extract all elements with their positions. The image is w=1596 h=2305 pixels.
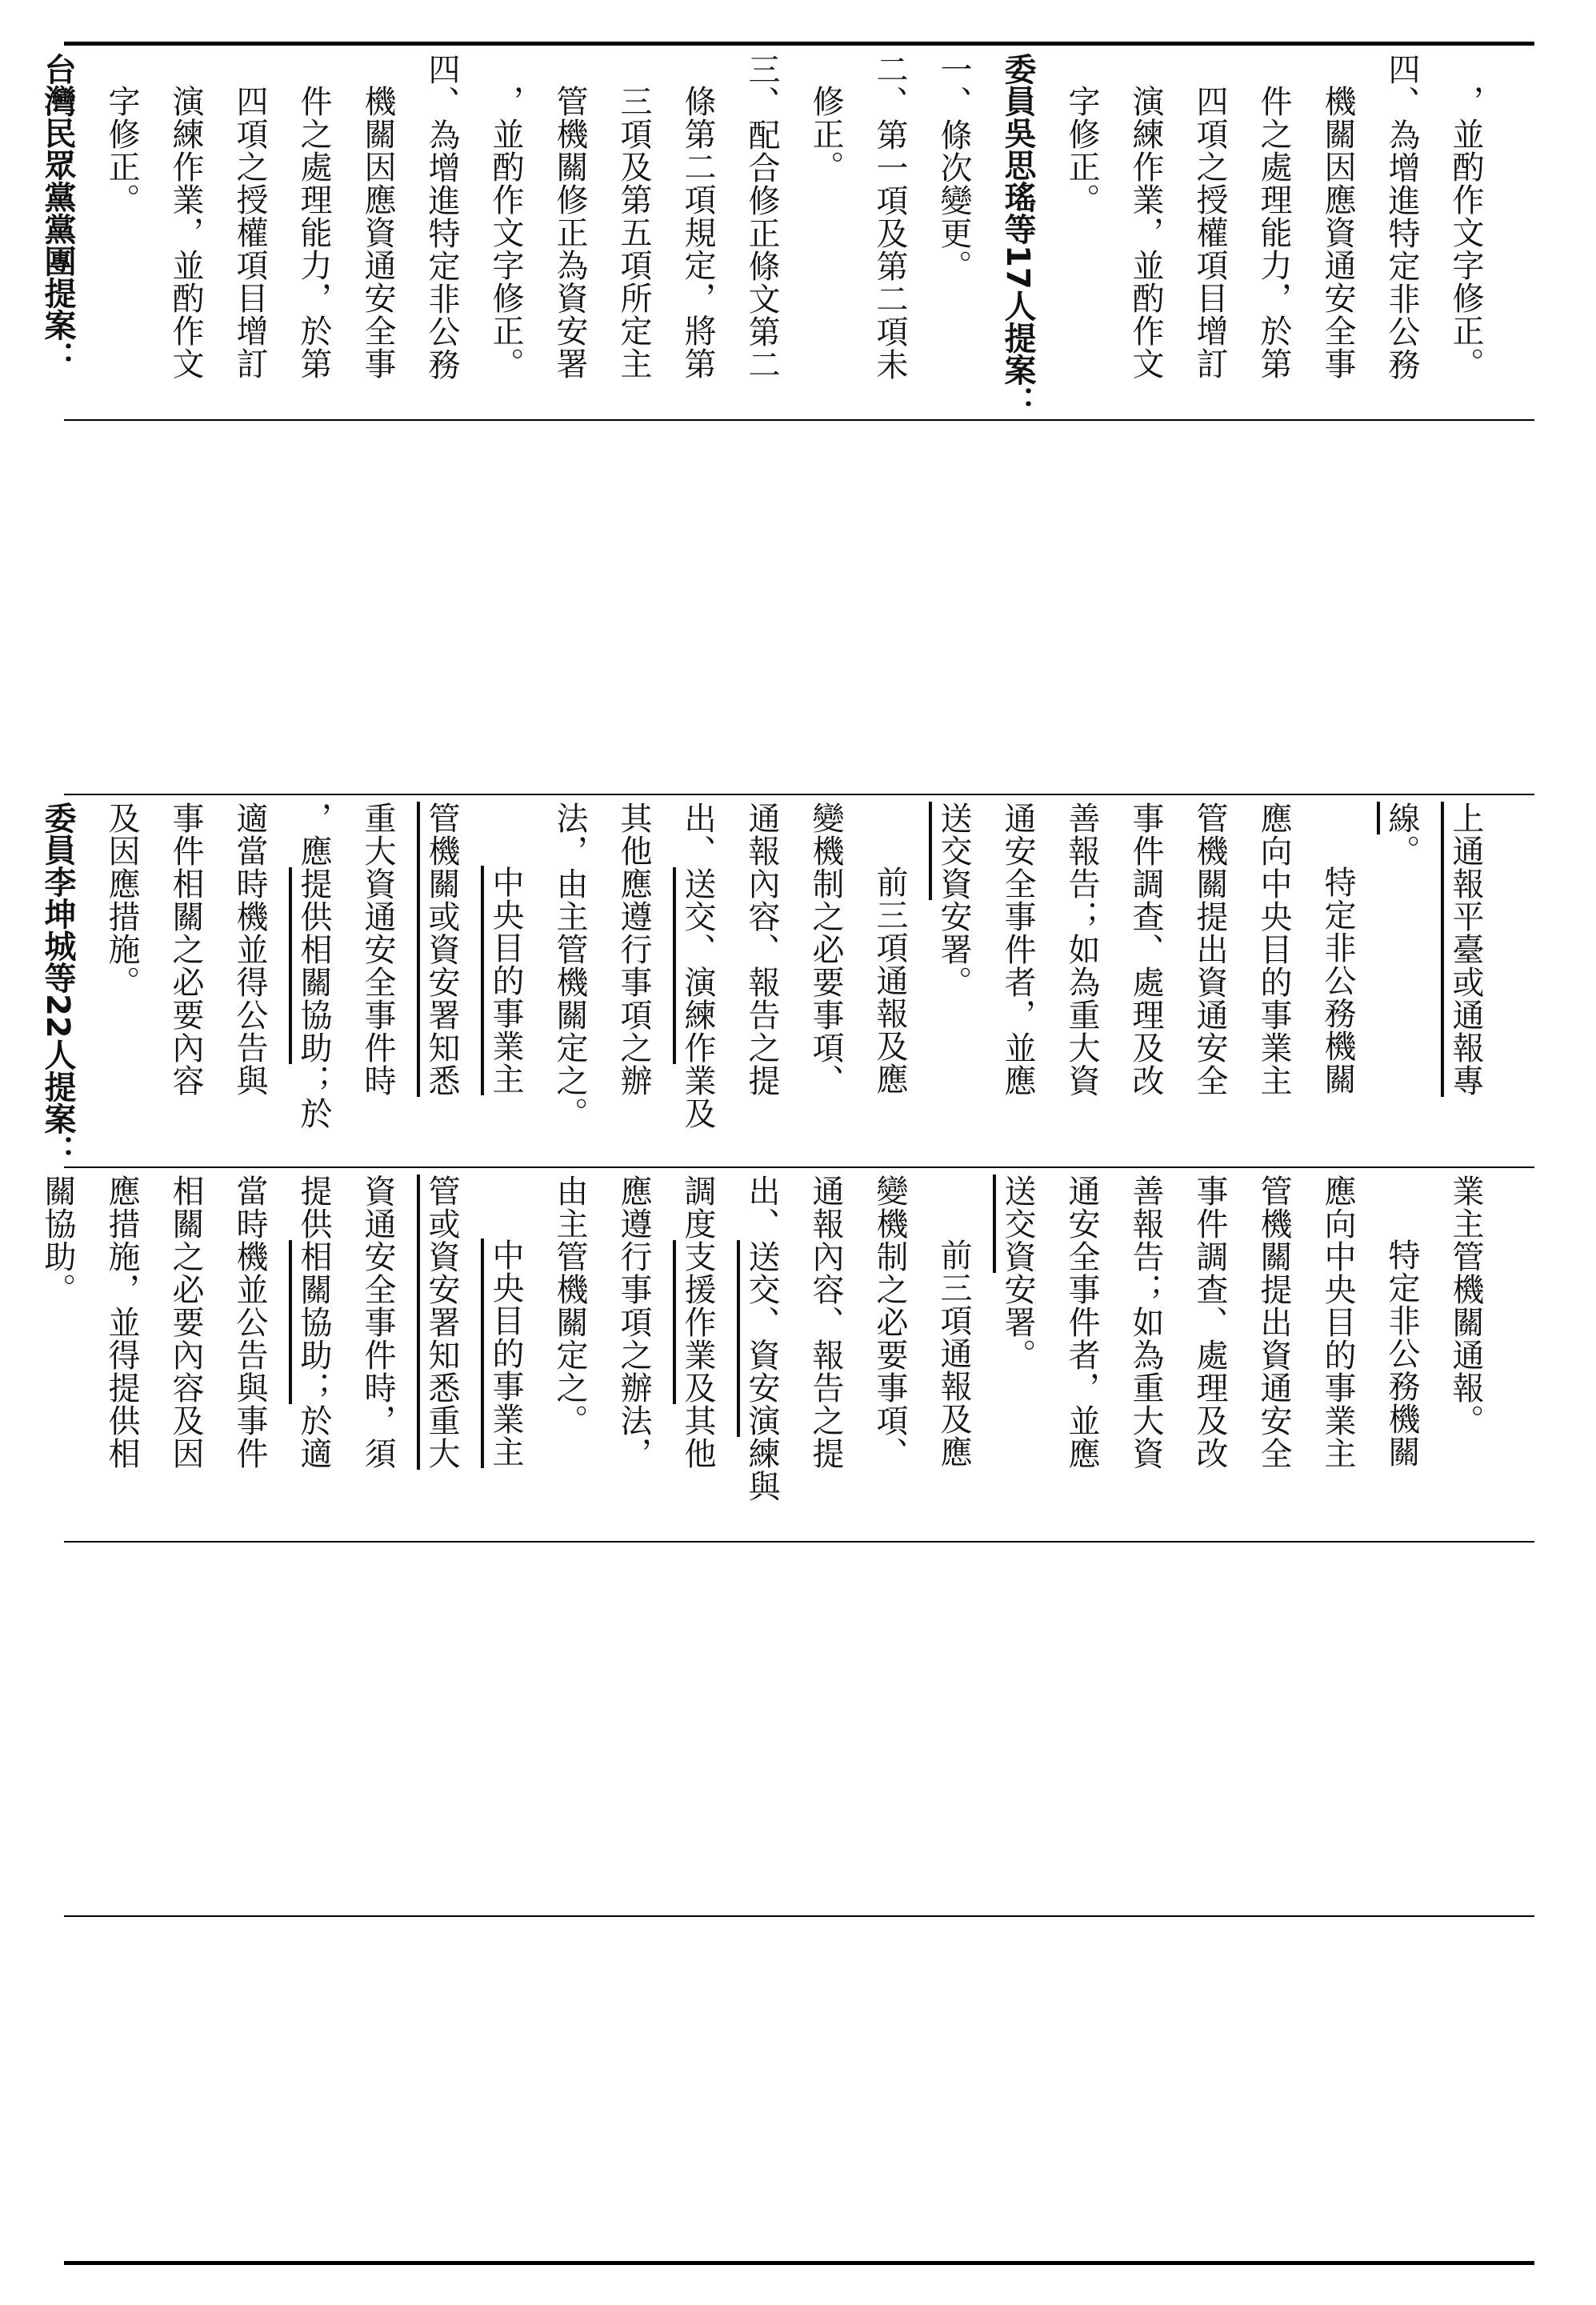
text-line: 事件調查、處理及改 [1127, 802, 1164, 1097]
amendment-text-cell [39, 802, 1534, 1167]
text-line: 件之處理能力，於第 [295, 85, 332, 380]
text-line: 其他應遵行事項之辦 [615, 802, 652, 1097]
text-line: 通報內容、報告之提 [807, 1175, 844, 1470]
text-line: 管或資安署知悉重大 [423, 1175, 460, 1470]
proposal-heading: 委員吳思瑤等17人提案： [999, 53, 1036, 418]
text-line: 出、送交、演練作業及 [679, 802, 716, 1130]
text-line: 業主管機關通報。 [1447, 1175, 1484, 1437]
text-line: 通安全事件者，並應 [999, 802, 1036, 1097]
explanation-cell [39, 53, 1534, 418]
current-text-cell [39, 1175, 1534, 1536]
table-divider-4 [64, 1541, 1534, 1543]
text-line: 四項之授權項目增訂 [1191, 85, 1228, 380]
table-divider-5 [64, 1915, 1534, 1917]
text-line: 應遵行事項之辦法， [615, 1175, 652, 1470]
text-line: 應向中央目的事業主 [1319, 1175, 1356, 1470]
text-line: 三項及第五項所定主 [615, 85, 652, 380]
text-line: 由主管機關定之。 [551, 1175, 588, 1437]
text-line: 前三項通報及應 [871, 866, 908, 1095]
text-line: 及因應措施。 [103, 802, 140, 998]
text-line: 管機關或資安署知悉 [423, 802, 460, 1097]
text-line: 四項之授權項目增訂 [231, 85, 268, 380]
text-line: 善報告；如為重大資 [1063, 802, 1100, 1097]
text-line: 出、送交、資安演練與 [743, 1175, 780, 1503]
text-line: ，並酌作文字修正。 [1447, 85, 1484, 380]
text-line: 特定非公務機關 [1383, 1239, 1420, 1468]
text-line: 四、為增進特定非公務 [423, 53, 460, 381]
text-line: 應向中央目的事業主 [1255, 802, 1292, 1097]
table-divider-2 [64, 794, 1534, 795]
text-line: 線。 [1383, 802, 1420, 867]
text-line: 提供相關協助；於適 [295, 1175, 332, 1470]
text-line: 中央目的事業主 [487, 866, 524, 1095]
text-line: ，應提供相關協助；於 [295, 802, 332, 1130]
text-line: ，並酌作文字修正。 [487, 85, 524, 380]
text-line: 送交資安署。 [999, 1175, 1036, 1371]
text-line: 相關之必要內容及因 [167, 1175, 204, 1470]
text-line: 通報內容、報告之提 [743, 802, 780, 1097]
text-line: 一、條次變更。 [935, 53, 972, 282]
text-line: 變機制之必要事項、 [871, 1175, 908, 1470]
text-line: 送交資安署。 [935, 802, 972, 998]
text-line: 特定非公務機關 [1319, 866, 1356, 1095]
text-line: 善報告；如為重大資 [1127, 1175, 1164, 1470]
table-bottom-rule [64, 2261, 1534, 2265]
text-line: 前三項通報及應 [935, 1239, 972, 1468]
table-top-rule [64, 42, 1534, 46]
text-line: 當時機並公告與事件 [231, 1175, 268, 1470]
text-line: 機關因應資通安全事 [1319, 85, 1356, 380]
text-line: 調度支援作業及其他 [679, 1175, 716, 1470]
text-line: 法，由主管機關定之。 [551, 802, 588, 1130]
proposal-heading: 台灣民眾黨黨團提案： [39, 53, 76, 373]
text-line: 修正。 [807, 85, 844, 183]
text-line: 條第二項規定，將第 [679, 85, 716, 380]
text-line: 四、為增進特定非公務 [1383, 53, 1420, 381]
table-divider-1 [64, 419, 1534, 421]
text-line: 管機關提出資通安全 [1191, 802, 1228, 1097]
text-line: 關協助。 [39, 1175, 76, 1306]
text-line: 三、配合修正條文第二 [743, 53, 780, 381]
text-line: 適當時機並得公告與 [231, 802, 268, 1097]
text-line: 二、第一項及第二項未 [871, 53, 908, 381]
text-line: 字修正。 [1063, 85, 1100, 216]
text-line: 應措施，並得提供相 [103, 1175, 140, 1470]
text-line: 上通報平臺或通報專 [1447, 802, 1484, 1097]
text-line: 事件調查、處理及改 [1191, 1175, 1228, 1470]
text-line: 事件相關之必要內容 [167, 802, 204, 1097]
proposal-heading: 委員李坤城等22人提案： [39, 802, 76, 1167]
text-line: 字修正。 [103, 85, 140, 216]
text-line: 演練作業，並酌作文 [167, 85, 204, 380]
text-line: 中央目的事業主 [487, 1239, 524, 1468]
text-line: 重大資通安全事件時 [359, 802, 396, 1097]
text-line: 變機制之必要事項、 [807, 802, 844, 1097]
text-line: 演練作業，並酌作文 [1127, 85, 1164, 380]
text-line: 資通安全事件時，須 [359, 1175, 396, 1470]
text-line: 件之處理能力，於第 [1255, 85, 1292, 380]
text-line: 通安全事件者，並應 [1063, 1175, 1100, 1470]
text-line: 機關因應資通安全事 [359, 85, 396, 380]
text-line: 管機關修正為資安署 [551, 85, 588, 380]
table-divider-3 [64, 1167, 1534, 1168]
text-line: 管機關提出資通安全 [1255, 1175, 1292, 1470]
